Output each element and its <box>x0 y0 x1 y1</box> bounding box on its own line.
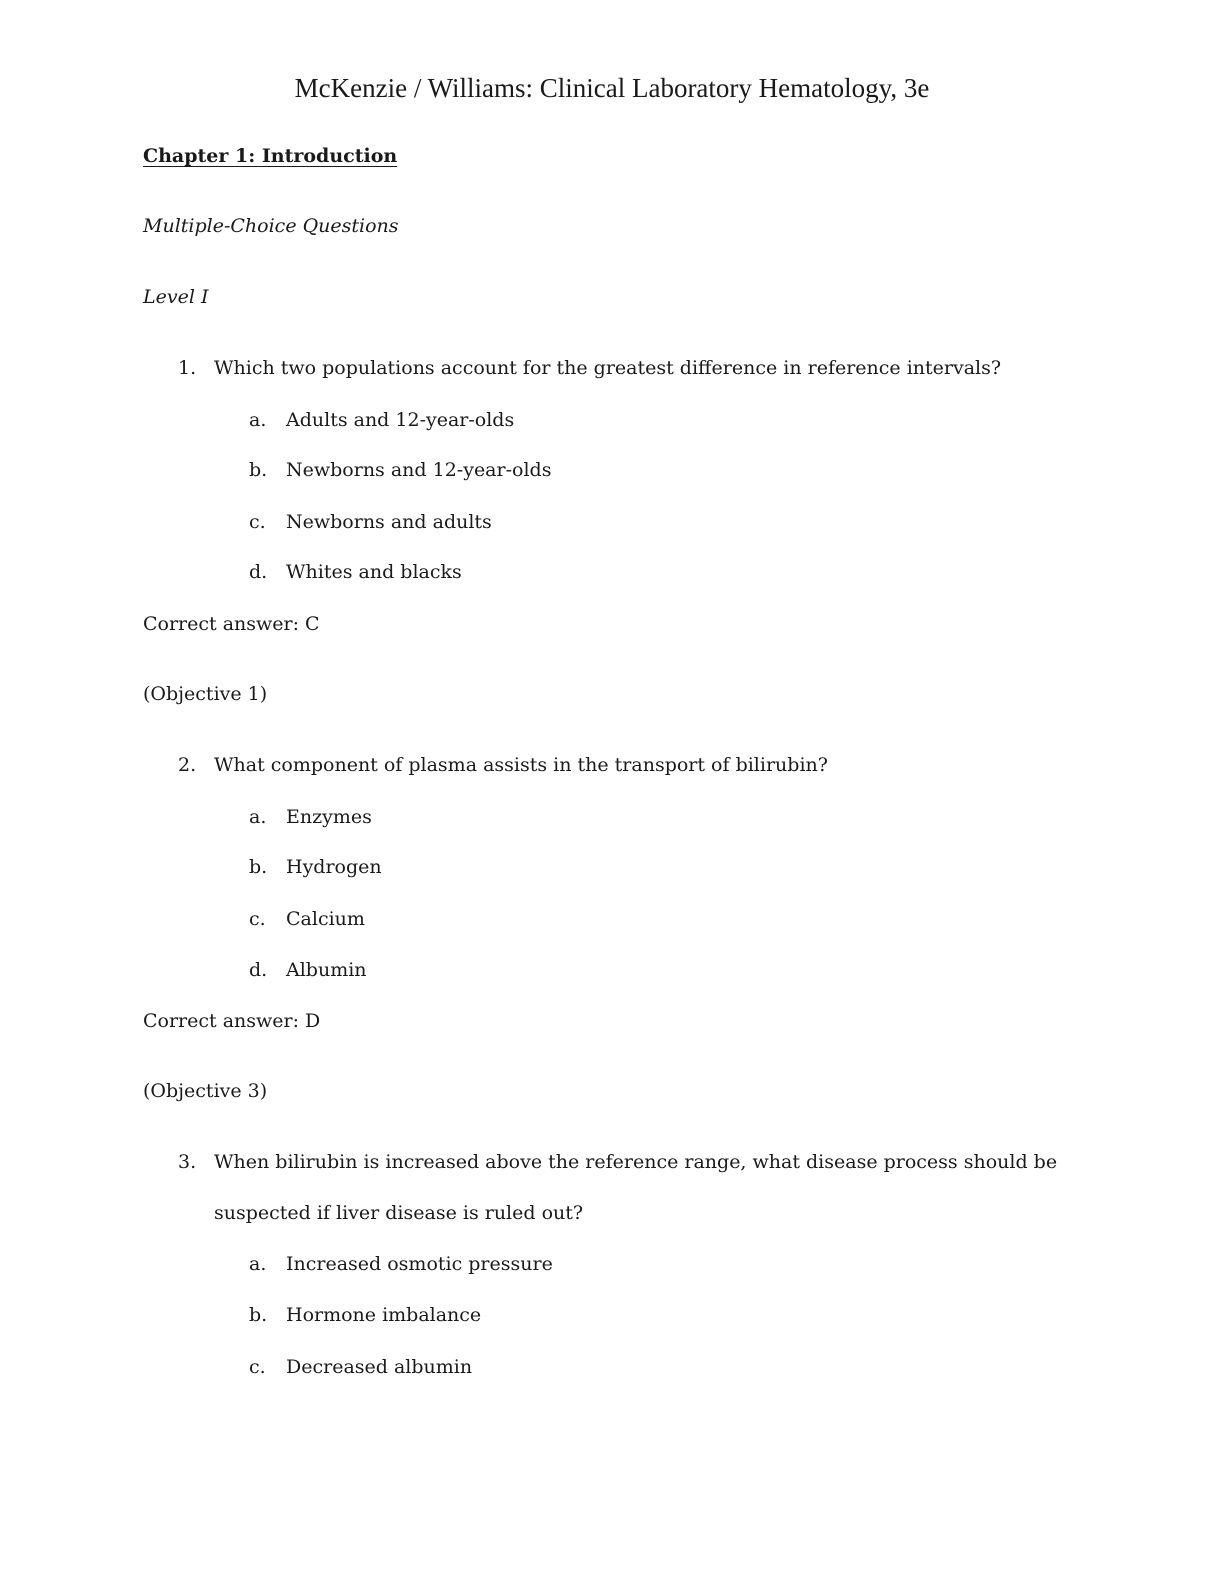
objective-reference: (Objective 1) <box>143 683 268 705</box>
correct-answer: Correct answer: D <box>143 1010 321 1032</box>
option-text: Albumin <box>286 959 367 981</box>
section-heading: Multiple-Choice Questions <box>143 215 399 237</box>
option-text: Newborns and 12-year-olds <box>286 459 552 481</box>
level-heading: Level I <box>143 286 209 308</box>
question-text: What component of plasma assists in the transport of bilirubin? <box>214 754 828 776</box>
option-letter: a. <box>249 1253 267 1275</box>
option-letter: c. <box>249 908 266 930</box>
option-letter: d. <box>249 959 268 981</box>
option-text: Hydrogen <box>286 856 382 878</box>
question-text-continued: suspected if liver disease is ruled out? <box>214 1202 584 1224</box>
option-text: Increased osmotic pressure <box>286 1253 553 1275</box>
question-number: 2. <box>178 754 197 776</box>
option-text: Decreased albumin <box>286 1356 473 1378</box>
document-title: McKenzie / Williams: Clinical Laboratory Hematology, 3e <box>294 73 930 103</box>
option-text: Adults and 12-year-olds <box>286 409 515 431</box>
objective-reference: (Objective 3) <box>143 1080 268 1102</box>
option-letter: b. <box>249 459 268 481</box>
chapter-heading: Chapter 1: Introduction <box>143 145 398 167</box>
question-text: When bilirubin is increased above the reference range, what disease process should be <box>214 1151 1058 1173</box>
option-letter: b. <box>249 856 268 878</box>
correct-answer: Correct answer: C <box>143 613 320 635</box>
option-text: Hormone imbalance <box>286 1304 482 1326</box>
question-text: Which two populations account for the greatest difference in reference intervals? <box>214 357 1002 379</box>
option-letter: b. <box>249 1304 268 1326</box>
option-letter: c. <box>249 1356 266 1378</box>
option-text: Newborns and adults <box>286 511 492 533</box>
question-number: 1. <box>178 357 197 379</box>
option-letter: d. <box>249 561 268 583</box>
option-text: Enzymes <box>286 806 372 828</box>
option-letter: c. <box>249 511 266 533</box>
option-letter: a. <box>249 409 267 431</box>
option-text: Calcium <box>286 908 365 930</box>
option-text: Whites and blacks <box>286 561 462 583</box>
option-letter: a. <box>249 806 267 828</box>
question-number: 3. <box>178 1151 197 1173</box>
